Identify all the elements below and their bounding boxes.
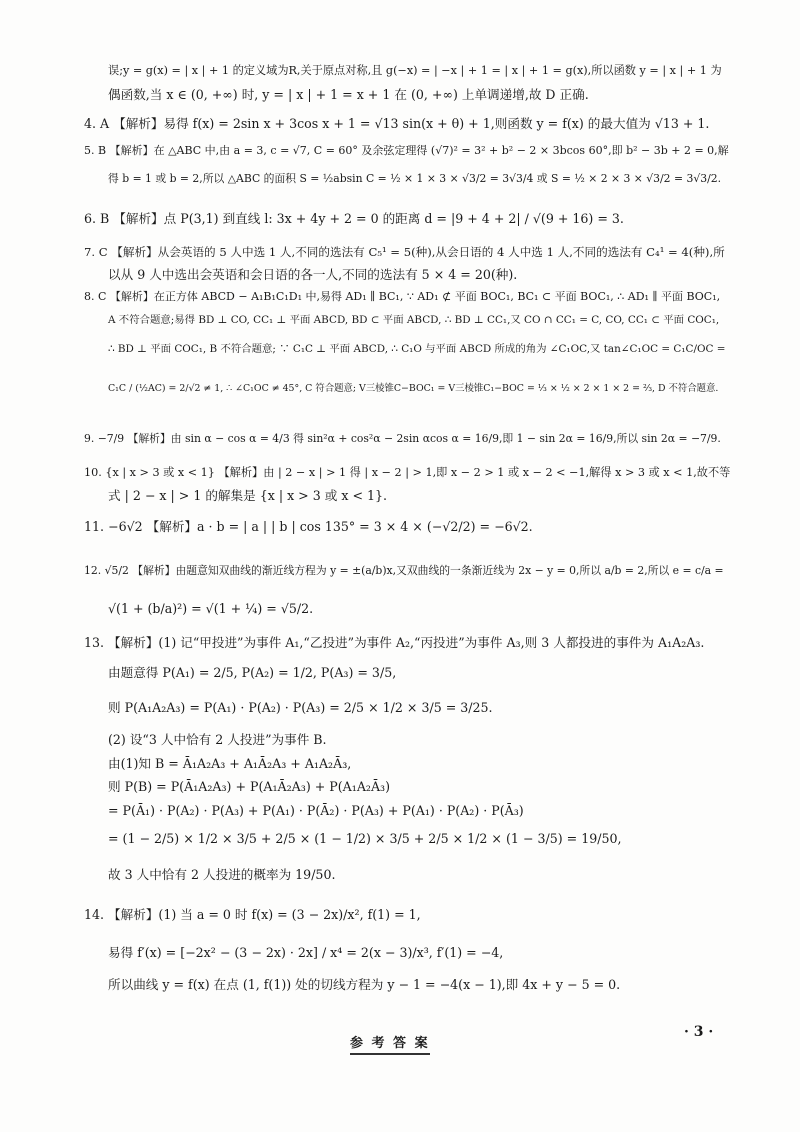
text-line: 由(1)知 B = Ā₁A₂A₃ + A₁Ā₂A₃ + A₁A₂Ā₃, bbox=[108, 756, 352, 771]
text-line: 故 3 人中恰有 2 人投进的概率为 19/50. bbox=[108, 867, 336, 882]
text-line: = (1 − 2/5) × 1/2 × 3/5 + 2/5 × (1 − 1/2) × 3/5 + 2/5 × 1/2 × (1 − 3/5) = 19/50, bbox=[108, 831, 622, 846]
text-line: 则 P(B) = P(Ā₁A₂A₃) + P(A₁Ā₂A₃) + P(A₁A₂Ā₃) bbox=[108, 779, 391, 794]
text-line: √(1 + (b/a)²) = √(1 + ¼) = √5/2. bbox=[108, 601, 314, 616]
text-line: 5. B 【解析】在 △ABC 中,由 a = 3, c = √7, C = 60° 及余弦定理得 (√7)² = 3² + b² − 2 × 3bcos 60°,即 b² − 3b + 2 = 0,解 bbox=[84, 144, 729, 157]
text-line: 9. −7/9 【解析】由 sin α − cos α = 4/3 得 sin²α + cos²α − 2sin αcos α = 16/9,即 1 − sin 2α = 16/9,所以 sin 2α = −7/9. bbox=[84, 432, 721, 445]
text-line: 式 | 2 − x | > 1 的解集是 {x | x > 3 或 x < 1}. bbox=[108, 488, 388, 503]
text-line: 得 b = 1 或 b = 2,所以 △ABC 的面积 S = ½absin C = ½ × 1 × 3 × √3/2 = 3√3/4 或 S = ½ × 2 × 3 × √3/2 = 3√3/2. bbox=[108, 172, 722, 185]
text-line: 13. 【解析】(1) 记“甲投进”为事件 A₁,“乙投进”为事件 A₂,“丙投进”为事件 A₃,则 3 人都投进的事件为 A₁A₂A₃. bbox=[84, 635, 705, 650]
text-line: 10. {x | x > 3 或 x < 1} 【解析】由 | 2 − x | > 1 得 | x − 2 | > 1,即 x − 2 > 1 或 x − 2 < −1,解得 x > 3 或 x < 1,故不等 bbox=[84, 466, 731, 479]
text-line: = P(Ā₁) · P(A₂) · P(A₃) + P(A₁) · P(Ā₂) · P(A₃) + P(A₁) · P(A₂) · P(Ā₃) bbox=[108, 803, 524, 818]
text-line: 8. C 【解析】在正方体 ABCD − A₁B₁C₁D₁ 中,易得 AD₁ ∥ BC₁, ∵ AD₁ ⊄ 平面 BOC₁, BC₁ ⊂ 平面 BOC₁, ∴ AD₁ ∥ 平面 BOC₁, bbox=[84, 290, 721, 303]
footer-label: 参 考 答 案 bbox=[350, 1032, 430, 1055]
text-line: 由题意得 P(A₁) = 2/5, P(A₂) = 1/2, P(A₃) = 3/5, bbox=[108, 665, 397, 680]
text-line: 所以曲线 y = f(x) 在点 (1, f(1)) 处的切线方程为 y − 1 = −4(x − 1),即 4x + y − 5 = 0. bbox=[108, 977, 621, 992]
text-line: 14. 【解析】(1) 当 a = 0 时 f(x) = (3 − 2x)/x², f(1) = 1, bbox=[84, 907, 421, 922]
text-line: 7. C 【解析】从会英语的 5 人中选 1 人,不同的选法有 C₅¹ = 5(种),从会日语的 4 人中选 1 人,不同的选法有 C₄¹ = 4(种),所 bbox=[84, 245, 725, 259]
text-line: 则 P(A₁A₂A₃) = P(A₁) · P(A₂) · P(A₃) = 2/5 × 1/2 × 3/5 = 3/25. bbox=[108, 700, 493, 715]
text-line: 11. −6√2 【解析】a · b = | a | | b | cos 135° = 3 × 4 × (−√2/2) = −6√2. bbox=[84, 519, 533, 534]
text-line: A 不符合题意;易得 BD ⊥ CO, CC₁ ⊥ 平面 ABCD, BD ⊂ 平面 ABCD, ∴ BD ⊥ CC₁,又 CO ∩ CC₁ = C, CO, CC₁ ⊂ 平面 COC₁, bbox=[108, 314, 720, 326]
text-line: 易得 f′(x) = [−2x² − (3 − 2x) · 2x] / x⁴ = 2(x − 3)/x³, f′(1) = −4, bbox=[108, 945, 504, 960]
text-line: 以从 9 人中选出会英语和会日语的各一人,不同的选法有 5 × 4 = 20(种). bbox=[108, 267, 518, 282]
text-line: 误;y = g(x) = | x | + 1 的定义域为R,关于原点对称,且 g(−x) = | −x | + 1 = | x | + 1 = g(x),所以函数 y = | x | + 1 为 bbox=[108, 64, 722, 77]
text-line: 4. A 【解析】易得 f(x) = 2sin x + 3cos x + 1 = √13 sin(x + θ) + 1,则函数 y = f(x) 的最大值为 √13 + 1. bbox=[84, 116, 710, 131]
text-line: 6. B 【解析】点 P(3,1) 到直线 l: 3x + 4y + 2 = 0 的距离 d = |9 + 4 + 2| / √(9 + 16) = 3. bbox=[84, 211, 624, 226]
text-line: 偶函数,当 x ∈ (0, +∞) 时, y = | x | + 1 = x + 1 在 (0, +∞) 上单调递增,故 D 正确. bbox=[108, 87, 589, 102]
text-line: (2) 设“3 人中恰有 2 人投进”为事件 B. bbox=[108, 732, 327, 747]
text-line: C₁C / (½AC) = 2/√2 ≠ 1, ∴ ∠C₁OC ≠ 45°, C 符合题意; V三棱锥C−BOC₁ = V三棱锥C₁−BOC = ⅓ × ½ × 2 × 1 × 2 = ⅔, D 不符合题意. bbox=[108, 383, 719, 394]
text-line: 12. √5/2 【解析】由题意知双曲线的渐近线方程为 y = ±(a/b)x,又双曲线的一条渐近线为 2x − y = 0,所以 a/b = 2,所以 e = c/a = bbox=[84, 564, 724, 577]
page-number: · 3 · bbox=[684, 1024, 714, 1040]
text-line: ∴ BD ⊥ 平面 COC₁, B 不符合题意; ∵ C₁C ⊥ 平面 ABCD, ∴ C₁O 与平面 ABCD 所成的角为 ∠C₁OC,又 tan∠C₁OC = C₁C/OC = bbox=[108, 343, 726, 355]
